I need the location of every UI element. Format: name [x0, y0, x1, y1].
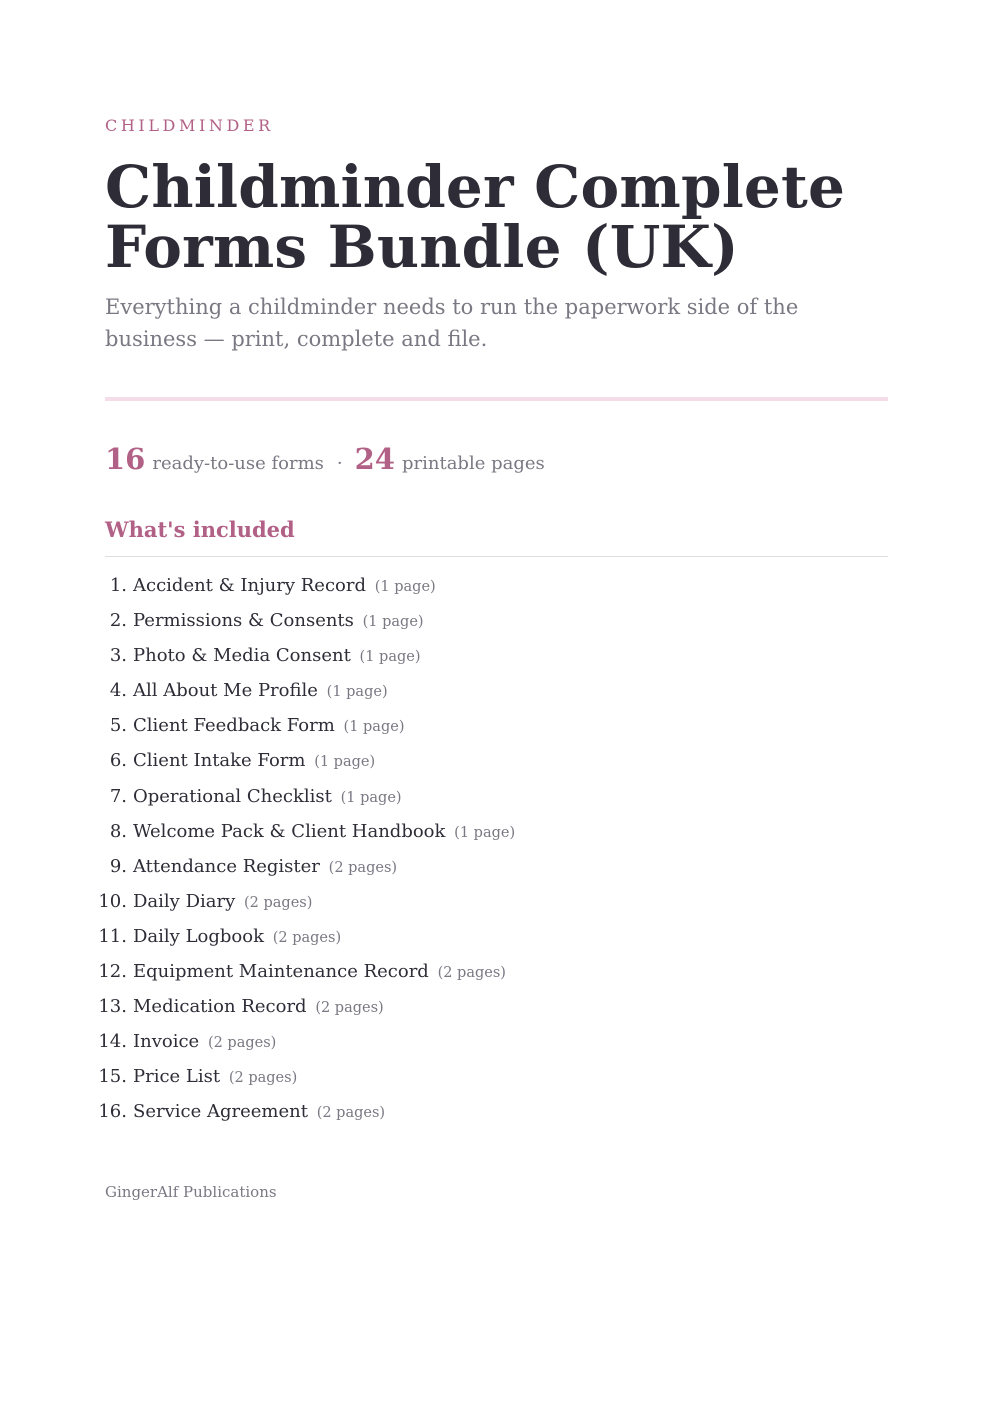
list-item-number: 8.: [109, 820, 127, 842]
list-item: [105, 743, 888, 778]
forms-count-label: ready-to-use forms: [152, 453, 324, 474]
list-item-number: 4.: [109, 680, 127, 702]
list-item-number: 3.: [109, 645, 127, 667]
form-name: Attendance Register: [133, 855, 320, 877]
form-page-count: (1 page): [374, 579, 436, 595]
form-page-count: (2 pages): [207, 1035, 277, 1052]
form-name: Photo & Media Consent: [133, 645, 351, 667]
form-name: Permissions & Consents: [133, 610, 354, 632]
list-item-number: 2.: [109, 610, 127, 632]
list-item-number: 15.: [98, 1066, 127, 1088]
list-item-number: 12.: [98, 961, 127, 983]
list-item-number: 7.: [109, 785, 127, 807]
form-page-count: (2 pages): [315, 1000, 384, 1017]
list-item: [105, 814, 888, 849]
form-name: Equipment Maintenance Record: [133, 961, 429, 983]
form-name: Service Agreement: [133, 1101, 308, 1123]
form-page-count: (2 pages): [244, 894, 313, 911]
form-page-count: (2 pages): [437, 965, 506, 982]
list-item-number: 5.: [109, 715, 127, 737]
list-item: [105, 779, 888, 814]
form-name: Client Feedback Form: [133, 715, 335, 737]
form-name: Invoice: [133, 1031, 200, 1053]
forms-count: 16: [105, 442, 146, 476]
form-page-count: (2 pages): [272, 929, 342, 946]
form-page-count: (2 pages): [316, 1105, 386, 1122]
list-item: [98, 954, 888, 989]
list-item-number: 16.: [98, 1101, 127, 1123]
list-item: [105, 673, 888, 708]
list-item-number: 1.: [109, 575, 127, 596]
section-title-whats-included: What's included: [105, 516, 888, 557]
form-page-count: (2 pages): [228, 1070, 298, 1087]
pages-count-label: printable pages: [401, 453, 545, 474]
list-item-number: 14.: [98, 1031, 127, 1053]
pages-count: 24: [354, 442, 395, 476]
page-subtitle: Everything a childminder needs to run the paperwork side of the business — print, complete and file.: [105, 295, 799, 351]
form-page-count: (2 pages): [328, 859, 398, 876]
form-name: Client Intake Form: [133, 750, 306, 772]
list-item: [98, 989, 888, 1024]
list-item-number: 11.: [98, 925, 127, 947]
list-item: [98, 1024, 888, 1059]
list-item: [98, 919, 888, 954]
list-item: [105, 638, 888, 673]
form-name: Welcome Pack & Client Handbook: [133, 820, 446, 842]
publisher-footer: GingerAlf Publications: [105, 1182, 277, 1201]
form-name: Daily Logbook: [133, 925, 264, 947]
form-page-count: (1 page): [314, 754, 376, 771]
form-name: All About Me Profile: [133, 680, 318, 702]
form-page-count: (1 page): [340, 789, 402, 806]
form-name: Daily Diary: [133, 890, 236, 912]
list-item-number: 13.: [98, 996, 127, 1018]
form-page-count: (1 page): [454, 824, 516, 841]
header-divider: [105, 397, 888, 401]
stats-separator: ·: [336, 453, 343, 474]
list-item-number: 10.: [98, 890, 127, 912]
list-item: [98, 1094, 888, 1129]
form-page-count: (1 page): [326, 684, 388, 701]
form-name: Medication Record: [133, 996, 307, 1018]
list-item: [98, 884, 888, 919]
form-page-count: (1 page): [343, 719, 405, 736]
list-item: [105, 568, 888, 603]
list-item: [105, 708, 888, 743]
form-name: Accident & Injury Record: [133, 575, 367, 596]
list-item-number: 9.: [109, 855, 127, 877]
page-title: Childminder Complete Forms Bundle (UK): [105, 153, 846, 281]
category-label: CHILDMINDER: [105, 116, 274, 135]
list-item: [98, 1059, 888, 1094]
form-name: Price List: [133, 1066, 221, 1088]
list-item: [105, 849, 888, 884]
bundle-stats: [105, 442, 888, 476]
form-name: Operational Checklist: [133, 785, 332, 807]
form-page-count: (1 page): [359, 649, 421, 666]
form-page-count: (1 page): [362, 614, 424, 631]
list-item: [105, 603, 888, 638]
forms-list: [98, 568, 888, 1130]
list-item-number: 6.: [109, 750, 127, 772]
